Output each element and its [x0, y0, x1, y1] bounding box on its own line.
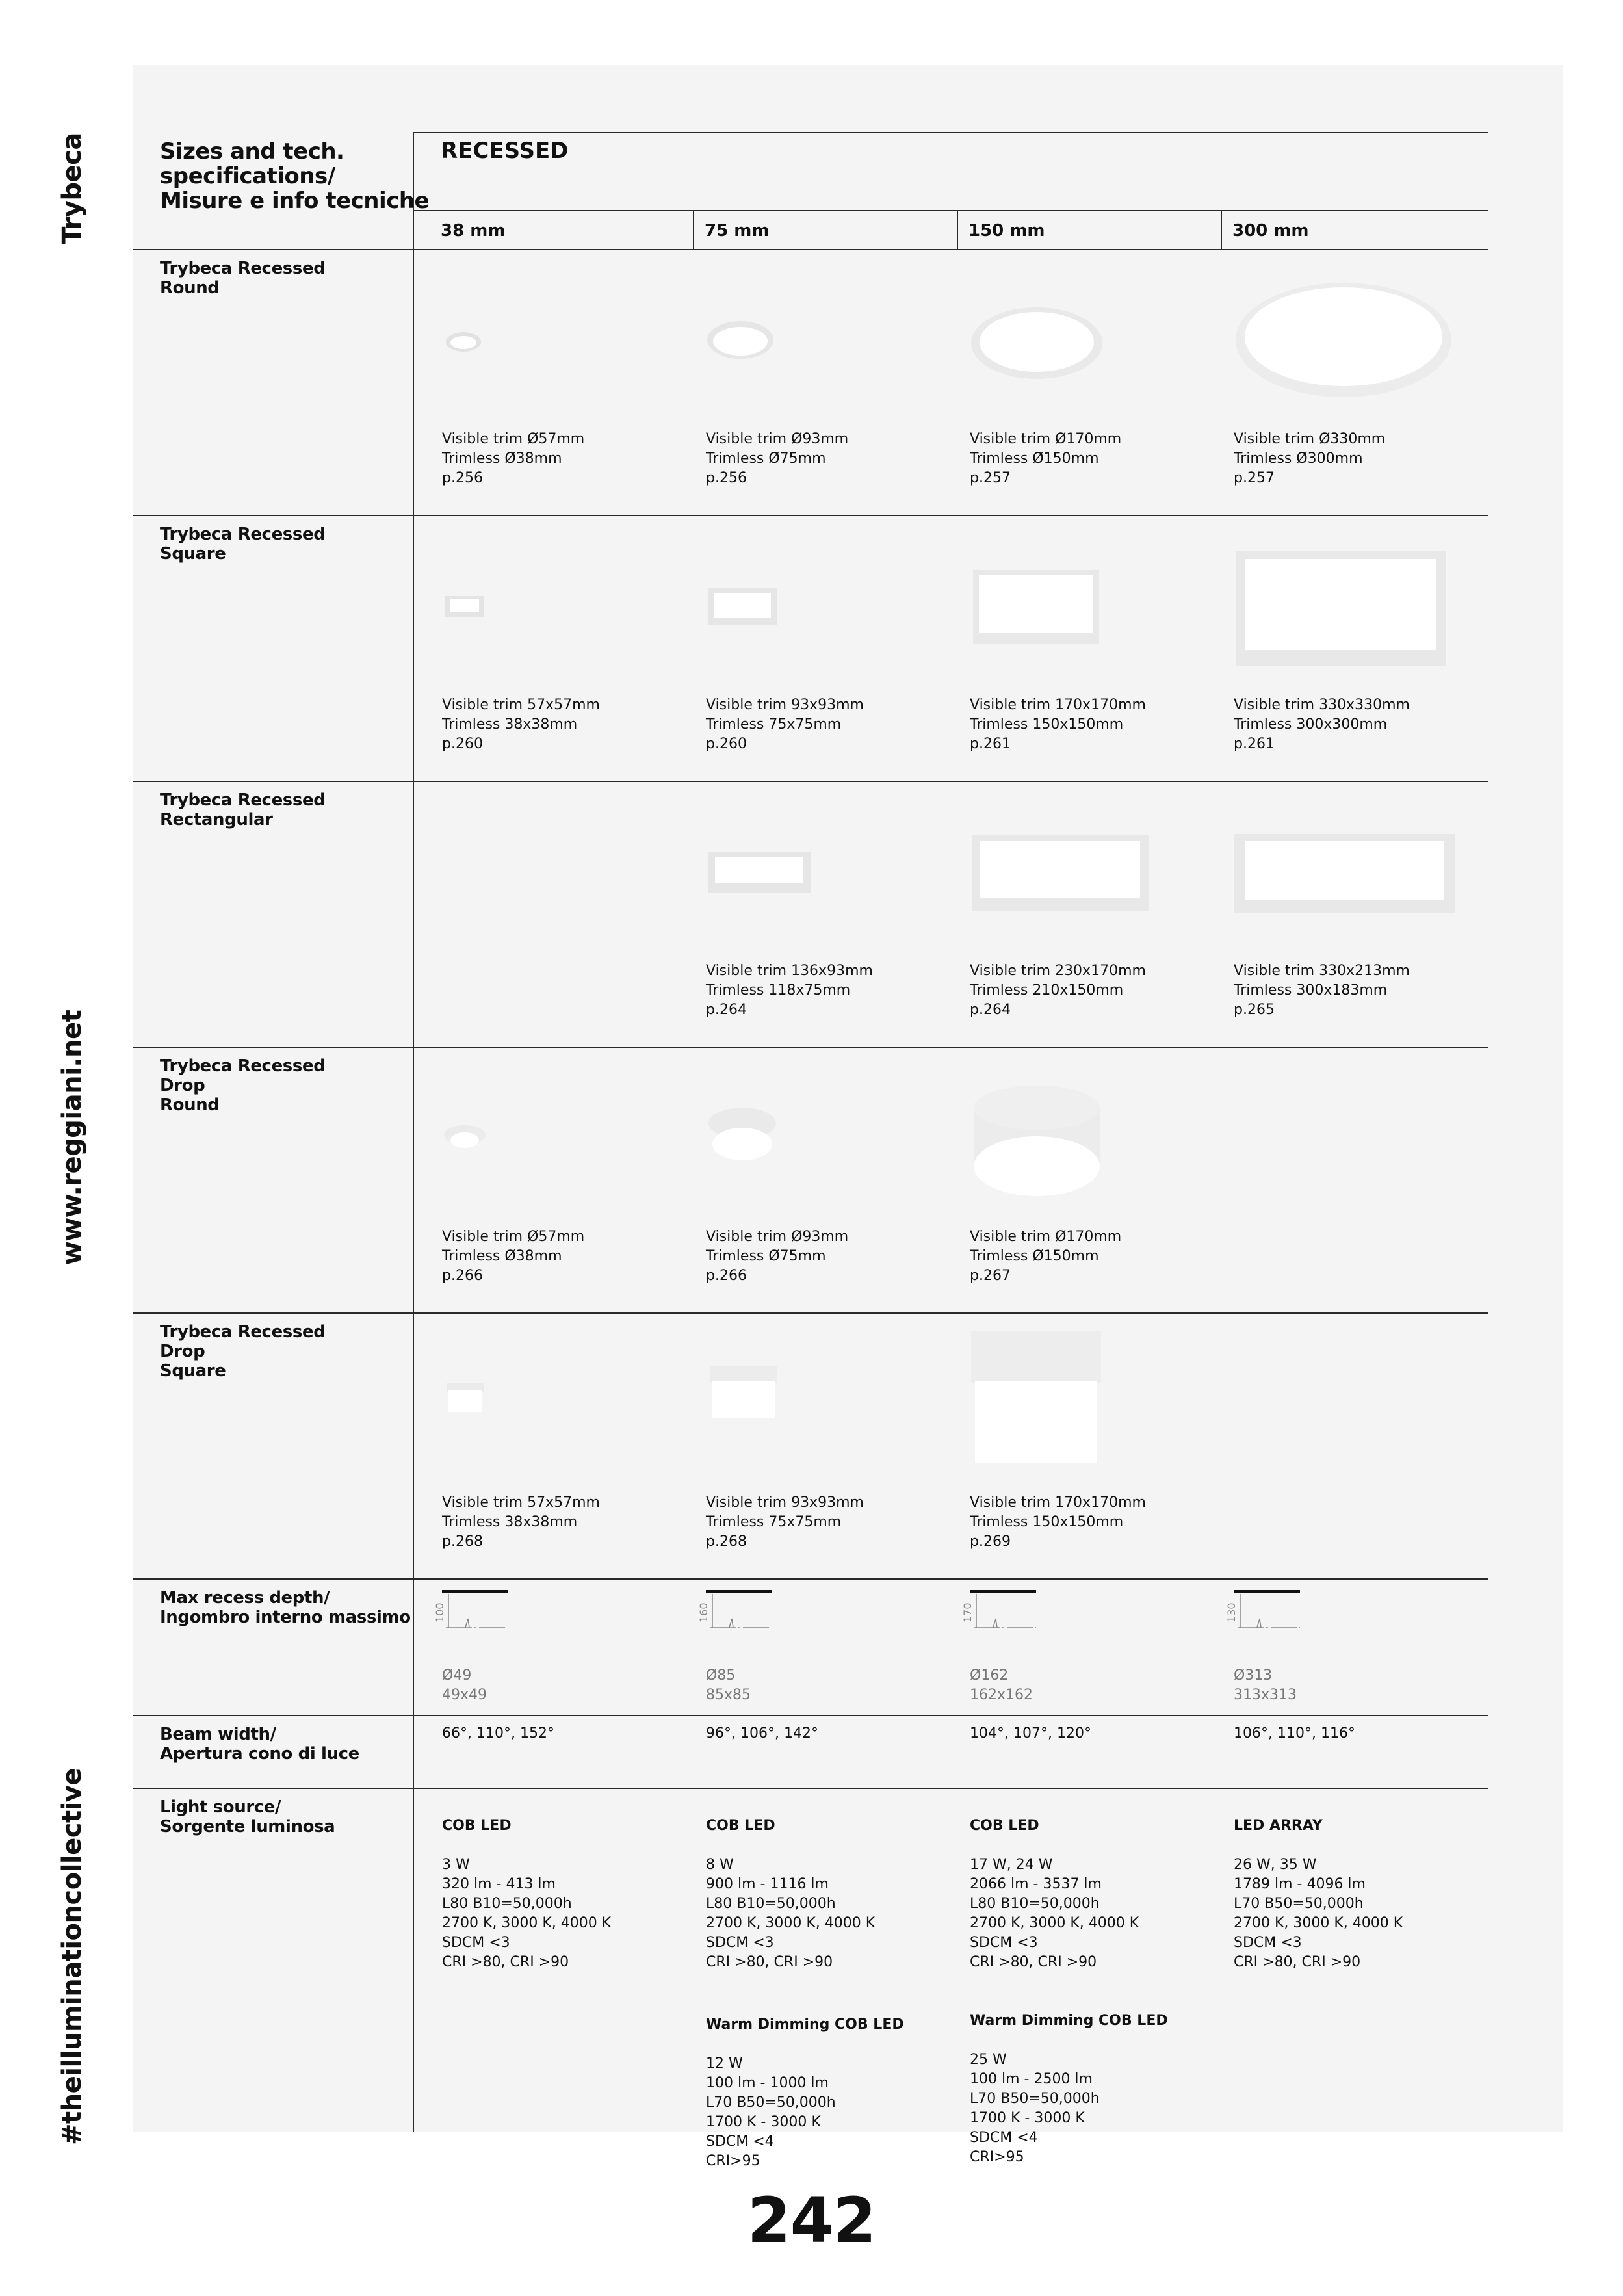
product-image-recessed-rectangular-300: [1234, 833, 1456, 914]
product-image-drop-square-150: [970, 1330, 1102, 1465]
light-source-38: [442, 1797, 611, 1992]
product-image-recessed-square-150: [972, 569, 1100, 645]
warm-dimming-specs: 25 W 100 lm - 2500 lm L70 B50=50,000h 1700 K - 3000 K SDCM <4 CRI>95: [970, 2052, 1100, 2165]
category-title: RECESSED: [441, 138, 569, 164]
spec-round-75: Visible trim Ø93mm Trimless Ø75mm p.256: [706, 431, 849, 486]
light-source-title: LED ARRAY: [1234, 1818, 1323, 1834]
recess-depth-value: 100: [434, 1602, 446, 1623]
rule-row-4: [133, 1312, 1488, 1314]
product-image-recessed-round-150: [970, 306, 1104, 381]
side-label-hashtag: #theilluminationcollective: [57, 1768, 87, 2145]
warm-dimming-title: Warm Dimming COB LED: [706, 2016, 904, 2033]
side-label-website[interactable]: www.reggiani.net: [57, 1010, 87, 1266]
rule-row-6: [133, 1715, 1488, 1716]
row-label-drop-square: Trybeca Recessed Drop Square: [160, 1322, 326, 1381]
rule-row-5: [133, 1578, 1488, 1580]
row-label-recessed-rectangular: Trybeca Recessed Rectangular: [160, 790, 326, 829]
spec-rectangular-75: Visible trim 136x93mm Trimless 118x75mm p.264: [706, 963, 873, 1018]
spec-square-75: Visible trim 93x93mm Trimless 75x75mm p.260: [706, 697, 864, 752]
recess-depth-value: 170: [961, 1602, 974, 1623]
spec-drop-round-150: Visible trim Ø170mm Trimless Ø150mm p.267: [970, 1229, 1122, 1284]
beam-width-150: 104°, 107°, 120°: [970, 1725, 1091, 1742]
light-source-300: [1234, 1797, 1403, 1992]
spec-rectangular-300: Visible trim 330x213mm Trimless 300x183mm p.265: [1234, 963, 1410, 1018]
rule-col-3: [1221, 210, 1222, 249]
light-source-150: [970, 1797, 1168, 2187]
rule-label-column: [413, 132, 414, 2132]
product-image-recessed-square-38: [445, 595, 485, 618]
beam-width-38: 66°, 110°, 152°: [442, 1725, 554, 1742]
recess-depth-diagram-300: [1225, 1589, 1322, 1641]
spec-square-300: Visible trim 330x330mm Trimless 300x300mm p.261: [1234, 697, 1410, 752]
rule-row-3: [133, 1047, 1488, 1048]
beam-width-300: 106°, 110°, 116°: [1234, 1725, 1355, 1742]
spec-round-300: Visible trim Ø330mm Trimless Ø300mm p.257: [1234, 431, 1386, 486]
page-number: 242: [747, 2184, 876, 2257]
product-image-recessed-square-75: [707, 588, 777, 625]
cutout-300: Ø313 313x313: [1234, 1667, 1297, 1703]
recess-depth-diagram-38: [434, 1589, 530, 1641]
spec-rectangular-150: Visible trim 230x170mm Trimless 210x150mm p.264: [970, 963, 1146, 1018]
light-source-specs: 8 W 900 lm - 1116 lm L80 B10=50,000h 2700 K, 3000 K, 4000 K SDCM <3 CRI >80, CRI >90: [706, 1857, 876, 1970]
product-image-recessed-rectangular-75: [707, 852, 811, 893]
product-image-drop-round-38: [442, 1123, 487, 1152]
spec-drop-round-38: Visible trim Ø57mm Trimless Ø38mm p.266: [442, 1229, 585, 1284]
product-image-drop-round-75: [706, 1105, 779, 1165]
light-source-title: COB LED: [970, 1818, 1039, 1834]
rule-col-1: [693, 210, 694, 249]
product-image-recessed-square-300: [1235, 550, 1447, 667]
recess-depth-value: 130: [1225, 1602, 1238, 1623]
row-label-recessed-square: Trybeca Recessed Square: [160, 525, 326, 564]
size-header-300: 300 mm: [1232, 221, 1309, 241]
light-source-specs: 3 W 320 lm - 413 lm L80 B10=50,000h 2700 K, 3000 K, 4000 K SDCM <3 CRI >80, CRI >90: [442, 1857, 612, 1970]
spec-drop-round-75: Visible trim Ø93mm Trimless Ø75mm p.266: [706, 1229, 849, 1284]
spec-square-150: Visible trim 170x170mm Trimless 150x150mm p.261: [970, 697, 1146, 752]
light-source-specs: 26 W, 35 W 1789 lm - 4096 lm L70 B50=50,000h 2700 K, 3000 K, 4000 K SDCM <3 CRI >80, CRI >90: [1234, 1857, 1403, 1970]
rule-row-1: [133, 515, 1488, 516]
rule-sizes-top: [413, 210, 1488, 211]
rule-row-7: [133, 1788, 1488, 1789]
product-image-drop-square-38: [445, 1382, 486, 1415]
spec-round-150: Visible trim Ø170mm Trimless Ø150mm p.257: [970, 431, 1122, 486]
product-image-recessed-round-75: [706, 319, 775, 361]
warm-dimming-title: Warm Dimming COB LED: [970, 2013, 1168, 2029]
recess-depth-diagram-150: [961, 1589, 1058, 1641]
size-header-38: 38 mm: [441, 221, 506, 241]
rule-top: [413, 132, 1488, 133]
product-image-drop-square-75: [708, 1365, 779, 1421]
beam-width-75: 96°, 106°, 142°: [706, 1725, 818, 1742]
size-header-75: 75 mm: [705, 221, 770, 241]
side-label-brand: Trybeca: [57, 133, 87, 244]
product-image-recessed-round-300: [1234, 281, 1453, 399]
rule-sizes-bottom: [133, 249, 1488, 250]
recess-depth-diagram-75: [697, 1589, 794, 1641]
rule-col-2: [957, 210, 958, 249]
row-label-recess-depth: Max recess depth/ Ingombro interno massimo: [160, 1588, 411, 1627]
row-label-beam-width: Beam width/ Apertura cono di luce: [160, 1725, 359, 1764]
light-source-title: COB LED: [442, 1818, 512, 1834]
row-label-drop-round: Trybeca Recessed Drop Round: [160, 1056, 326, 1115]
cutout-150: Ø162 162x162: [970, 1667, 1033, 1703]
product-image-drop-round-150: [970, 1082, 1104, 1201]
product-image-recessed-rectangular-150: [971, 835, 1149, 911]
spec-drop-square-75: Visible trim 93x93mm Trimless 75x75mm p.268: [706, 1494, 864, 1550]
row-label-light-source: Light source/ Sorgente luminosa: [160, 1797, 335, 1836]
spec-drop-square-38: Visible trim 57x57mm Trimless 38x38mm p.268: [442, 1494, 600, 1550]
light-source-title: COB LED: [706, 1818, 775, 1834]
light-source-specs: 17 W, 24 W 2066 lm - 3537 lm L80 B10=50,000h 2700 K, 3000 K, 4000 K SDCM <3 CRI >80, CRI >90: [970, 1857, 1139, 1970]
rule-row-2: [133, 781, 1488, 782]
light-source-75: [706, 1797, 904, 2191]
table-heading: Sizes and tech. specifications/ Misure e info tecniche: [160, 138, 430, 214]
size-header-150: 150 mm: [968, 221, 1045, 241]
warm-dimming-specs: 12 W 100 lm - 1000 lm L70 B50=50,000h 1700 K - 3000 K SDCM <4 CRI>95: [706, 2055, 836, 2169]
recess-depth-value: 160: [697, 1602, 710, 1623]
spec-drop-square-150: Visible trim 170x170mm Trimless 150x150mm p.269: [970, 1494, 1146, 1550]
product-image-recessed-round-38: [445, 330, 482, 354]
spec-round-38: Visible trim Ø57mm Trimless Ø38mm p.256: [442, 431, 585, 486]
cutout-38: Ø49 49x49: [442, 1667, 487, 1703]
row-label-recessed-round: Trybeca Recessed Round: [160, 259, 326, 298]
cutout-75: Ø85 85x85: [706, 1667, 751, 1703]
spec-square-38: Visible trim 57x57mm Trimless 38x38mm p.260: [442, 697, 600, 752]
